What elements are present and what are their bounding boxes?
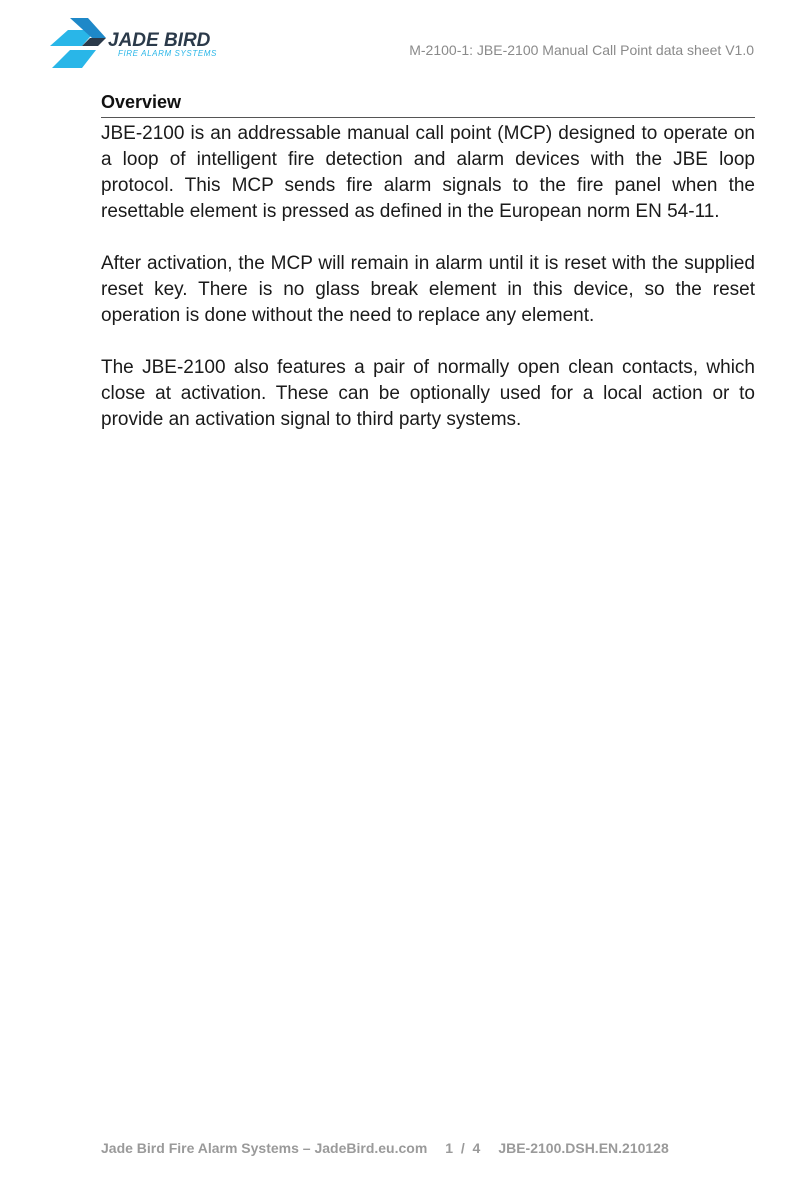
- section-title: Overview: [101, 92, 755, 118]
- footer-company: Jade Bird Fire Alarm Systems – JadeBird.eu.com: [101, 1140, 428, 1156]
- footer-doc-id: JBE-2100.DSH.EN.210128: [498, 1140, 669, 1156]
- page-footer: [101, 1140, 669, 1156]
- document-reference: M-2100-1: JBE-2100 Manual Call Point data sheet V1.0: [409, 42, 754, 58]
- overview-section: [101, 92, 755, 459]
- jade-bird-logo: [48, 16, 248, 70]
- page-header: [0, 0, 808, 80]
- logo-text: JADE BIRD: [108, 30, 211, 51]
- logo-subtext: FIRE ALARM SYSTEMS: [118, 49, 217, 58]
- paragraph-2: After activation, the MCP will remain in alarm until it is reset with the supplied reset key. There is no glass break element in this device, so the reset operation is done without the need to replace any element.: [101, 253, 755, 326]
- paragraph-1: JBE-2100 is an addressable manual call point (MCP) designed to operate on a loop of intelligent fire detection and alarm devices with the JBE loop protocol. This MCP sends fire alarm signals to the fire panel when the resettable element is pressed as defined in the European norm EN 54-11.: [101, 123, 755, 222]
- paragraph-3: The JBE-2100 also features a pair of normally open clean contacts, which close at activation. These can be optionally used for a local action or to provide an activation signal to third party systems.: [101, 357, 755, 430]
- page-number: 1 / 4: [445, 1140, 481, 1156]
